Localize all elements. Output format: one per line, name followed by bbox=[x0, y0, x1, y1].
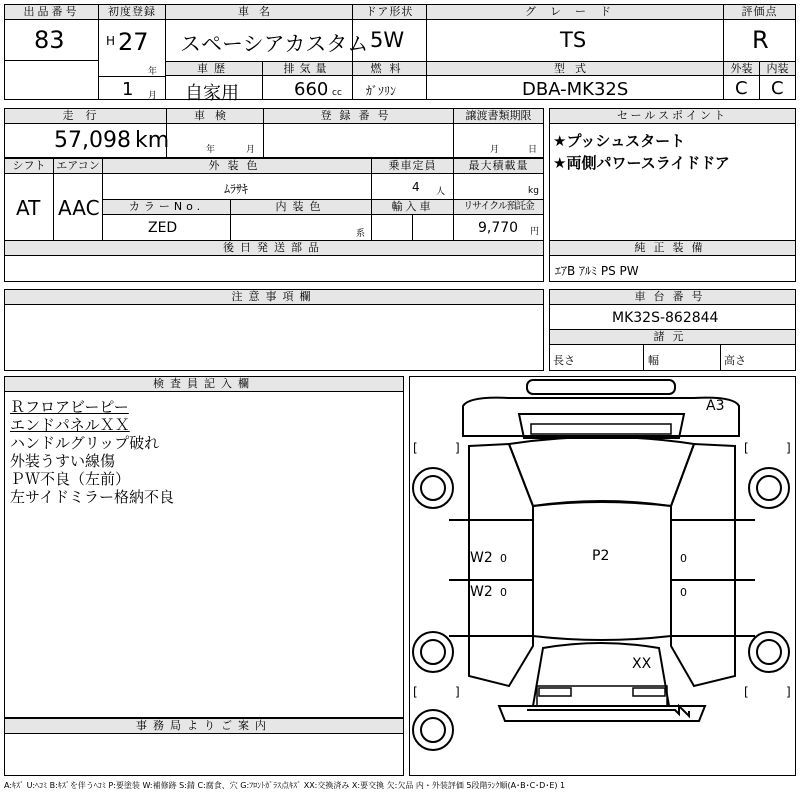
interior-grade: C bbox=[771, 78, 784, 99]
inspection-year-unit: 年 bbox=[206, 145, 216, 155]
svg-text:[: [ bbox=[413, 441, 418, 455]
score-label: 評価点 bbox=[723, 4, 796, 20]
load-label: 最大積載量 bbox=[453, 158, 544, 174]
after-parts-label: 後日発送部品 bbox=[4, 240, 544, 256]
mark-rear: XX bbox=[632, 656, 652, 672]
dims-divider-2 bbox=[720, 344, 721, 371]
recycle-label: リサイクル預託金 bbox=[453, 199, 544, 215]
transfer-day-unit: 日 bbox=[528, 145, 538, 155]
chassis-number: MK32S-862844 bbox=[612, 310, 719, 326]
interior-grade-label: 内装 bbox=[759, 61, 796, 76]
svg-text:]: ] bbox=[455, 685, 460, 699]
exterior-grade-label: 外装 bbox=[723, 61, 760, 76]
transfer-month-unit: 月 bbox=[490, 145, 500, 155]
ac-label: エアコン bbox=[53, 158, 103, 174]
svg-text:]: ] bbox=[455, 441, 460, 455]
door-label: ドア形状 bbox=[352, 4, 427, 20]
dims-length: 長さ bbox=[553, 354, 575, 367]
lot-number: 83 bbox=[34, 26, 65, 54]
legend: A:ｷｽﾞ U:ﾍｺﾐ B:ｷｽﾞを伴うﾍｺﾐ P:要塗装 W:補修跡 S:錆 C:腐食、穴 G:ﾌﾛﾝﾄｶﾞﾗｽ点ｷｽﾞ XX:交換済み X:要交換 欠:欠品 内・外装評価 5段階ﾗﾝｸ順(A･B･C･D･E) 1 bbox=[4, 781, 566, 790]
sales-point: ★プッシュスタート bbox=[553, 132, 686, 150]
inspector-line: 外装うすい線傷 bbox=[10, 452, 116, 470]
mark-zero: 0 bbox=[680, 552, 687, 565]
mileage-unit: km bbox=[135, 128, 170, 153]
shift: AT bbox=[16, 196, 41, 220]
mark-zero: 0 bbox=[500, 552, 507, 565]
grade-label: グレード bbox=[426, 4, 724, 20]
genuine-label: 純正装備 bbox=[549, 240, 796, 256]
registration-era: H bbox=[106, 34, 116, 48]
mileage-label: 走行 bbox=[4, 108, 167, 124]
notes-label: 注意事項欄 bbox=[4, 289, 544, 305]
shift-label: シフト bbox=[4, 158, 54, 174]
registration-year-unit: 年 bbox=[148, 67, 158, 77]
model-label: 型式 bbox=[426, 61, 724, 76]
registration-year: 27 bbox=[118, 28, 149, 56]
car-diagram bbox=[409, 376, 796, 776]
mark-zero: 0 bbox=[500, 586, 507, 599]
inspector-line: エンドパネルＸＸ bbox=[10, 416, 130, 434]
import-divider bbox=[412, 214, 413, 241]
recycle-fee: 9,770 bbox=[478, 220, 519, 236]
door-type: 5W bbox=[370, 28, 405, 52]
reg-number-label: 登録番号 bbox=[263, 108, 454, 124]
mark-front: A3 bbox=[706, 398, 725, 414]
color-number: ZED bbox=[148, 220, 178, 236]
exterior-color: ﾑﾗｻｷ bbox=[224, 182, 249, 196]
score: R bbox=[752, 26, 769, 54]
fuel-label: 燃料 bbox=[352, 61, 427, 76]
name-label: 車名 bbox=[165, 4, 353, 20]
chassis-label: 車台番号 bbox=[549, 289, 796, 305]
exterior-grade: C bbox=[735, 78, 748, 99]
interior-color-unit: 系 bbox=[356, 229, 366, 239]
car-name: スペーシアカスタム bbox=[180, 32, 369, 56]
import-label: 輸入車 bbox=[371, 199, 454, 215]
grade: TS bbox=[560, 28, 587, 52]
mark-w2-rear-door: W2 bbox=[470, 584, 493, 600]
registration-label: 初度登録 bbox=[98, 4, 166, 20]
displacement: 660 bbox=[294, 79, 329, 100]
svg-text:[: [ bbox=[744, 441, 749, 455]
lot-lower-cell bbox=[4, 60, 99, 100]
history-label: 車歴 bbox=[165, 61, 263, 76]
capacity-label: 乗車定員 bbox=[371, 158, 454, 174]
sales-cell bbox=[549, 108, 796, 241]
load-unit: kg bbox=[528, 186, 539, 196]
sales-label: セールスポイント bbox=[549, 108, 796, 124]
svg-text:]: ] bbox=[786, 441, 791, 455]
genuine-equipment: ｴｱB ｱﾙﾐ PS PW bbox=[555, 264, 639, 278]
office-label: 事務局よりご案内 bbox=[4, 718, 404, 734]
capacity: 4 bbox=[412, 180, 420, 194]
history: 自家用 bbox=[185, 83, 239, 104]
svg-text:]: ] bbox=[786, 685, 791, 699]
mileage: 57,098 bbox=[54, 128, 131, 153]
mark-roof: P2 bbox=[592, 548, 610, 564]
interior-color-label: 内装色 bbox=[230, 199, 372, 215]
inspector-line: 左サイドミラー格納不良 bbox=[10, 488, 174, 506]
model: DBA-MK32S bbox=[522, 79, 629, 100]
dims-height: 高さ bbox=[724, 354, 746, 367]
dims-width: 幅 bbox=[648, 354, 659, 367]
dims-divider-1 bbox=[643, 344, 644, 371]
mark-zero: 0 bbox=[680, 586, 687, 599]
registration-month-unit: 月 bbox=[148, 91, 158, 101]
color-label: 外装色 bbox=[102, 158, 372, 174]
displacement-label: 排気量 bbox=[262, 61, 353, 76]
svg-text:[: [ bbox=[413, 685, 418, 699]
registration-month: 1 bbox=[122, 79, 134, 100]
fuel: ｶﾞｿﾘﾝ bbox=[366, 84, 397, 98]
inspection-label: 車検 bbox=[166, 108, 264, 124]
transfer-label: 譲渡書類期限 bbox=[453, 108, 544, 124]
recycle-unit: 円 bbox=[530, 227, 540, 237]
inspection-month-unit: 月 bbox=[246, 145, 256, 155]
svg-text:[: [ bbox=[744, 685, 749, 699]
lot-label: 出品番号 bbox=[4, 4, 99, 20]
sales-point: ★両側パワースライドドア bbox=[553, 154, 730, 172]
capacity-unit: 人 bbox=[436, 187, 446, 197]
inspector-line: Ｒフロアビーピー bbox=[10, 398, 129, 416]
inspector-line: ハンドルグリップ破れ bbox=[10, 434, 160, 452]
displacement-unit: cc bbox=[332, 88, 342, 98]
mark-w2-front-door: W2 bbox=[470, 550, 493, 566]
dims-label: 諸元 bbox=[549, 329, 796, 345]
inspector-label: 検査員記入欄 bbox=[4, 376, 404, 392]
air-conditioner: AAC bbox=[58, 196, 100, 220]
inspector-line: ＰＷ不良（左前） bbox=[10, 470, 131, 488]
color-no-label: カラーNo. bbox=[102, 199, 231, 215]
